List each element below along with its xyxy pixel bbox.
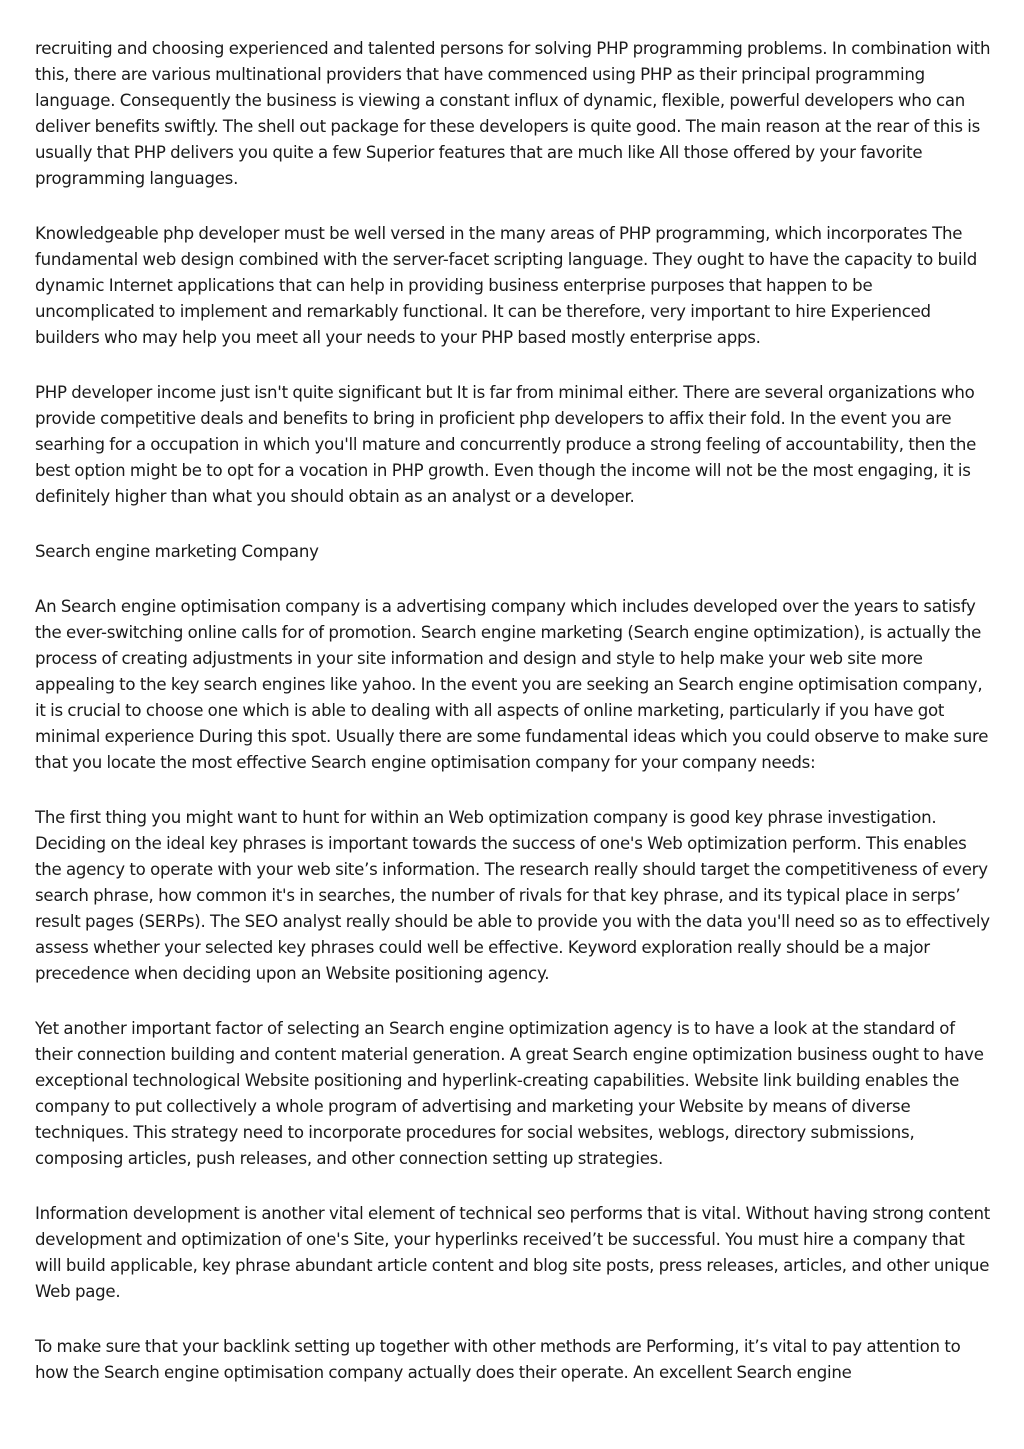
paragraph-php-recruiting: recruiting and choosing experienced and talented persons for solving PHP programming problems. In combination with this, there are various multinational providers that have commenced using PHP as their principal programming language. Consequently the business is viewing a constant influx of dynamic, flexible, powerful developers who can deliver benefits swiftly. The shell out package for these developers is quite good. The main reason at the rear of this is usually that PHP delivers you quite a few Superior features that are much like All those offered by your favorite programming languages. xyxy=(35,39,991,188)
paragraph-php-income: PHP developer income just isn't quite significant but It is far from minimal either. There are several organizations who provide competitive deals and benefits to bring in proficient php developers to affix their fold. In the event you are searhing for a occupation in which you'll mature and concurrently produce a strong feeling of accountability, then the best option might be to opt for a vocation in PHP growth. Even though the income will not be the most engaging, it is definitely higher than what you should obtain as an analyst or a developer. xyxy=(35,383,977,506)
paragraph-link-building: Yet another important factor of selecting an Search engine optimization agency is to have a look at the standard of their connection building and content material generation. A great Search engine optimization business ought to have exceptional technological Website positioning and hyperlink-creating capabilities. Website link building enables the company to put collectively a whole program of advertising and marketing your Website by means of diverse techniques. This strategy need to incorporate procedures for social websites, weblogs, directory submissions, composing articles, push releases, and other connection setting up strategies. xyxy=(35,1019,984,1168)
paragraph-seo-company-intro: An Search engine optimisation company is a advertising company which includes developed over the years to satisfy the ever-switching online calls for of promotion. Search engine marketing (Search engine optimization), is actually the process of creating adjustments in your site information and design and style to help make your web site more appealing to the key search engines like yahoo. In the event you are seeking an Search engine optimisation company, it is crucial to choose one which is able to dealing with all aspects of online marketing, particularly if you have got minimal experience During this spot. Usually there are some fundamental ideas which you could observe to make sure that you locate the most effective Search engine optimisation company for your company needs: xyxy=(35,597,989,772)
section-heading-seo-company: Search engine marketing Company xyxy=(35,542,319,561)
paragraph-php-developer-skills: Knowledgeable php developer must be well versed in the many areas of PHP programming, which incorporates The fundamental web design combined with the server-facet scripting language. They ought to have the capacity to build dynamic Internet applications that can help in providing business enterprise purposes that happen to be uncomplicated to implement and remarkably functional. It can be therefore, very important to hire Experienced builders who may help you meet all your needs to your PHP based mostly enterprise apps. xyxy=(35,224,978,347)
document-page xyxy=(35,36,993,1415)
paragraph-content-development: Information development is another vital element of technical seo performs that is vital. Without having strong content development and optimization of one's Site, your hyperlinks received’t be successful. You must hire a company that will build applicable, key phrase abundant article content and blog site posts, press releases, articles, and other unique Web page. xyxy=(35,1204,991,1301)
paragraph-backlink-monitoring: To make sure that your backlink setting up together with other methods are Performing, it’s vital to pay attention to how the Search engine optimisation company actually does their operate. An excellent Search engine xyxy=(35,1337,961,1382)
paragraph-keyword-research: The first thing you might want to hunt for within an Web optimization company is good key phrase investigation. Deciding on the ideal key phrases is important towards the success of one's Web optimization perform. This enables the agency to operate with your web site’s information. The research really should target the competitiveness of every search phrase, how common it's in searches, the number of rivals for that key phrase, and its typical place in serps’ result pages (SERPs). The SEO analyst really should be able to provide you with the data you'll need so as to effectively assess whether your selected key phrases could well be effective. Keyword exploration really should be a major precedence when deciding upon an Website positioning agency. xyxy=(35,808,990,983)
